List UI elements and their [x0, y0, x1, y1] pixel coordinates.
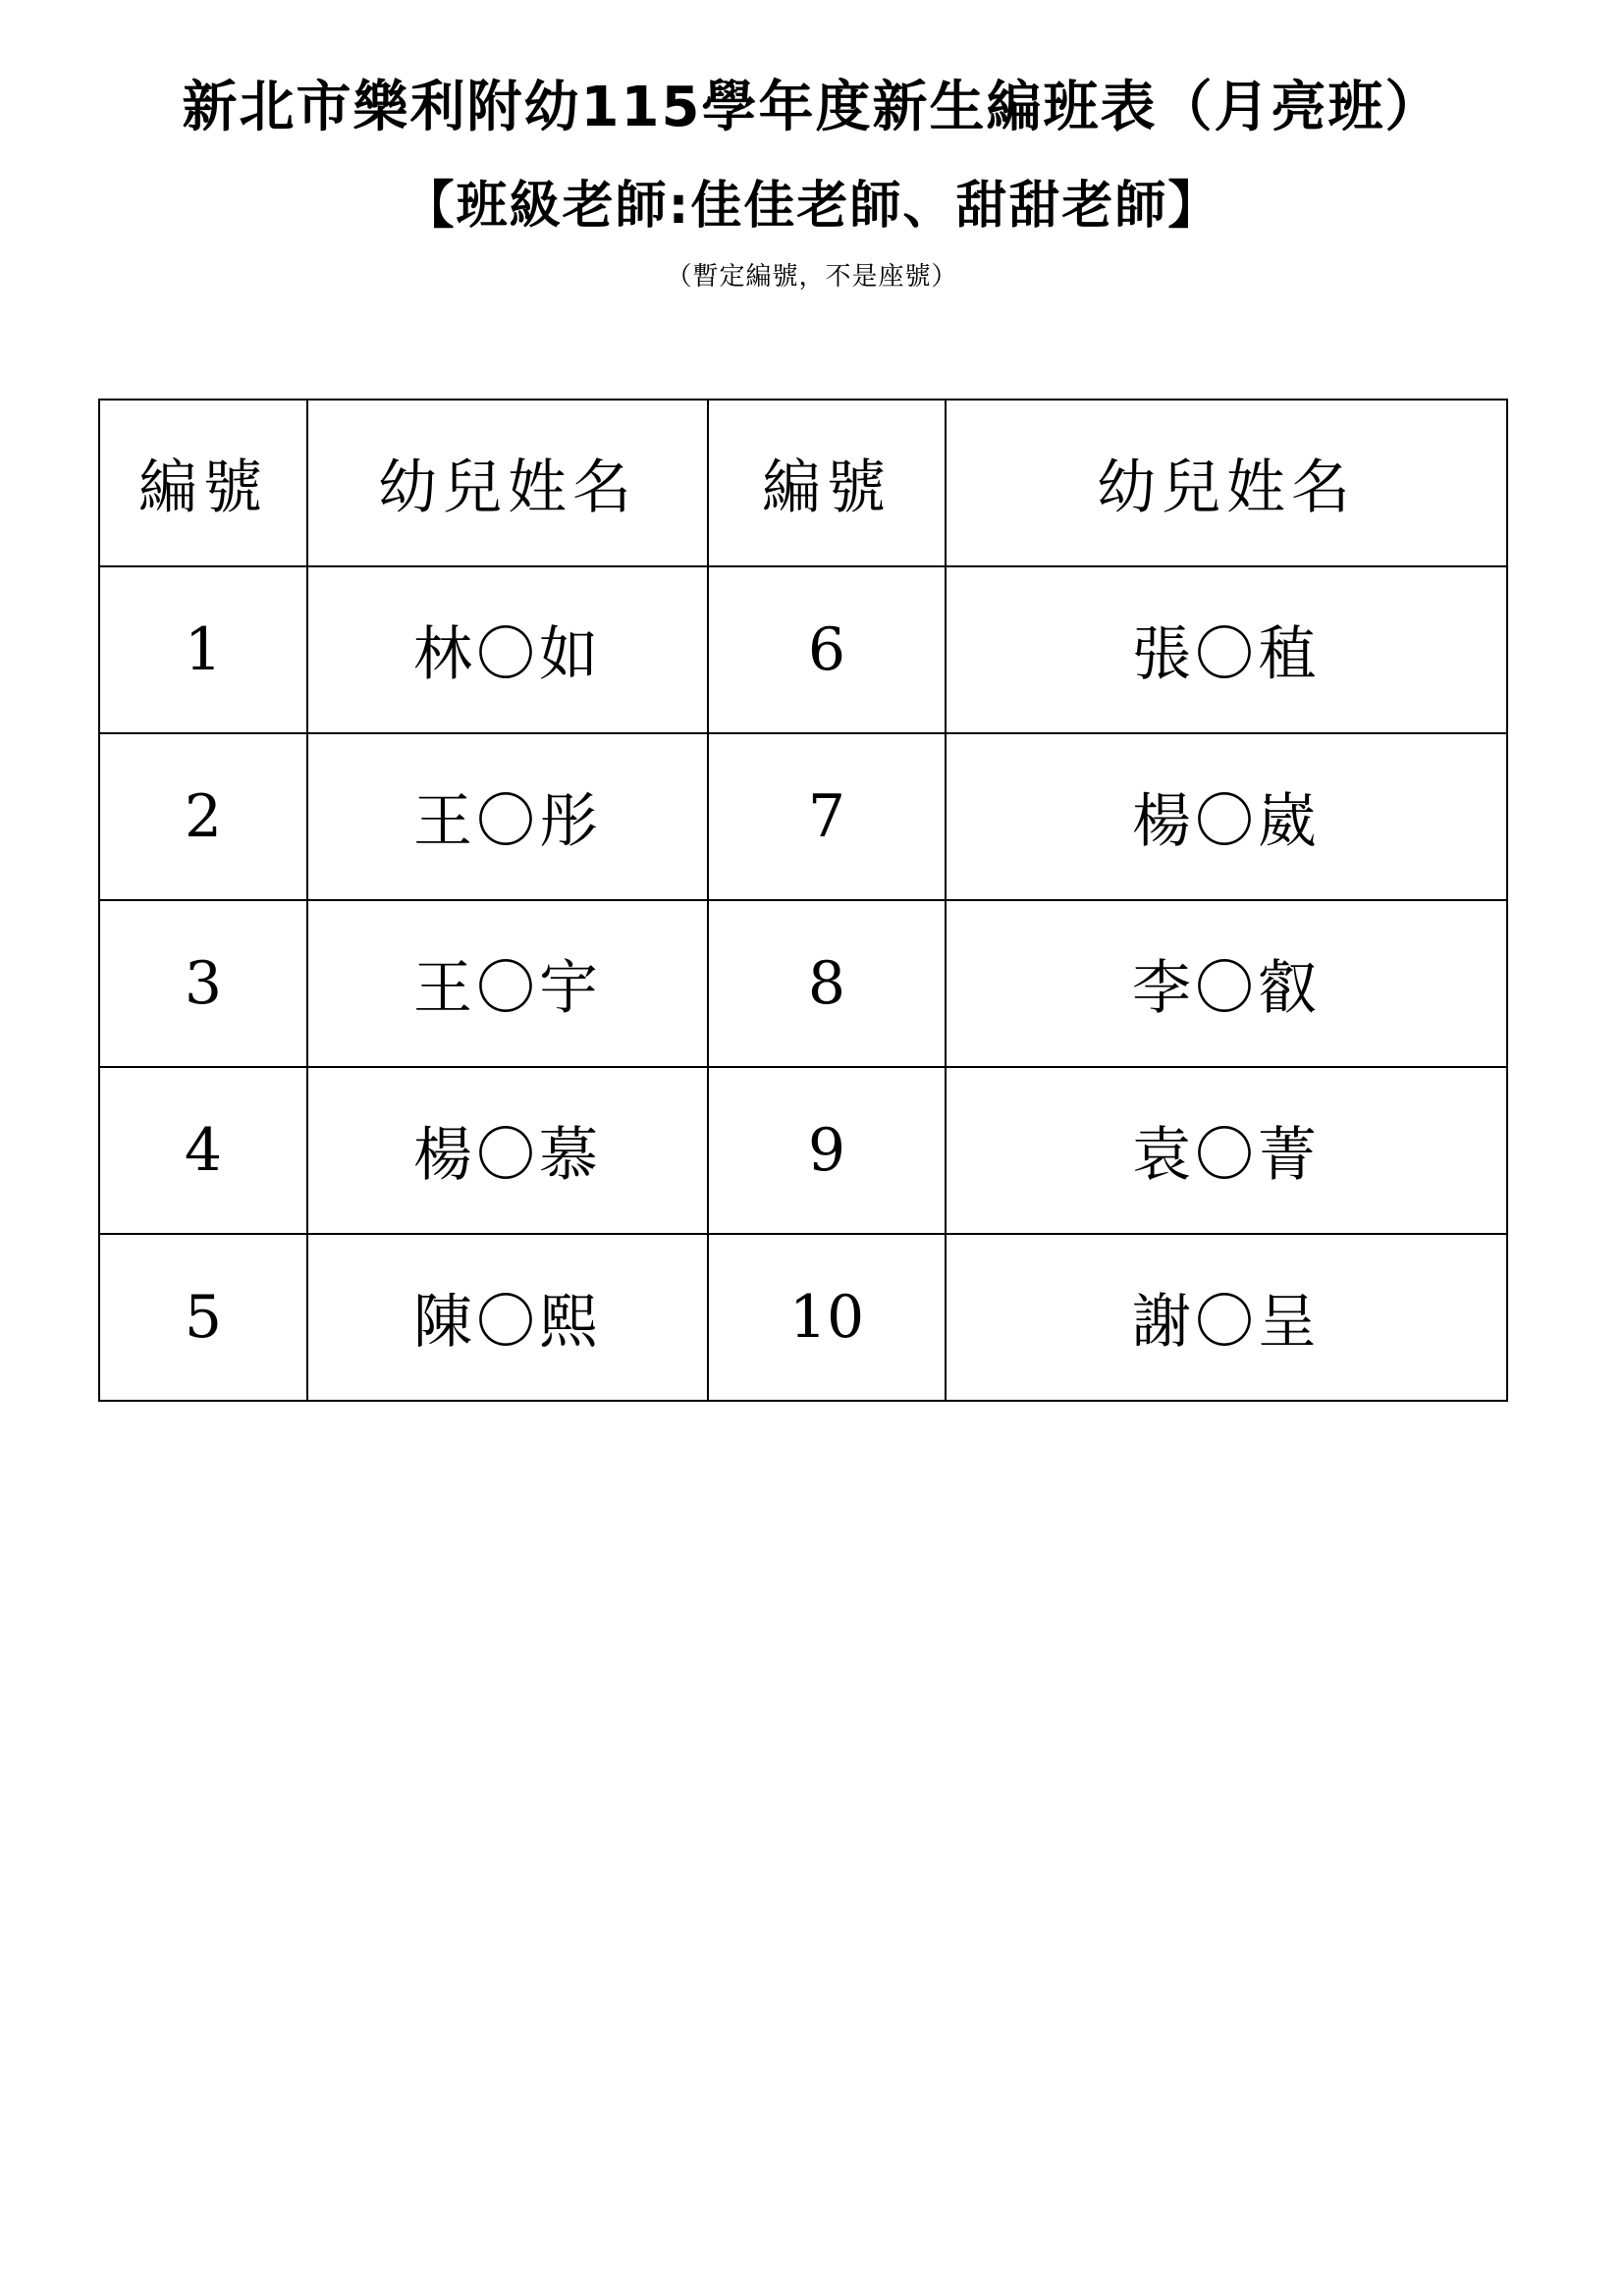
student-number: 1: [99, 566, 307, 733]
table-row: [99, 1234, 1507, 1401]
teachers-subtitle: 【班級老師:佳佳老師、甜甜老師】: [403, 177, 1221, 236]
student-name: 王〇宇: [307, 900, 708, 1067]
table-row: [99, 900, 1507, 1067]
table-row: [99, 566, 1507, 733]
student-number: 9: [708, 1067, 946, 1234]
table-row: [99, 733, 1507, 900]
table-row: [99, 1067, 1507, 1234]
student-number: 6: [708, 566, 946, 733]
table-header-row: [99, 400, 1507, 566]
student-name: 楊〇崴: [946, 733, 1507, 900]
page-title: 新北市樂利附幼115學年度新生編班表（月亮班）: [182, 76, 1442, 139]
student-name: 袁〇菁: [946, 1067, 1507, 1234]
header-number-left: 編號: [99, 400, 307, 566]
student-name: 張〇稙: [946, 566, 1507, 733]
student-number: 8: [708, 900, 946, 1067]
header-name-right: 幼兒姓名: [946, 400, 1507, 566]
header-number-right: 編號: [708, 400, 946, 566]
student-name: 李〇叡: [946, 900, 1507, 1067]
student-number: 4: [99, 1067, 307, 1234]
student-name: 林〇如: [307, 566, 708, 733]
student-name: 王〇彤: [307, 733, 708, 900]
student-number: 2: [99, 733, 307, 900]
numbering-note: （暫定編號，不是座號）: [666, 262, 958, 292]
student-number: 5: [99, 1234, 307, 1401]
student-number: 10: [708, 1234, 946, 1401]
student-name: 楊〇慕: [307, 1067, 708, 1234]
student-number: 7: [708, 733, 946, 900]
student-number: 3: [99, 900, 307, 1067]
class-roster-table: [98, 399, 1508, 1402]
header-name-left: 幼兒姓名: [307, 400, 708, 566]
student-name: 陳〇熙: [307, 1234, 708, 1401]
student-name: 謝〇呈: [946, 1234, 1507, 1401]
